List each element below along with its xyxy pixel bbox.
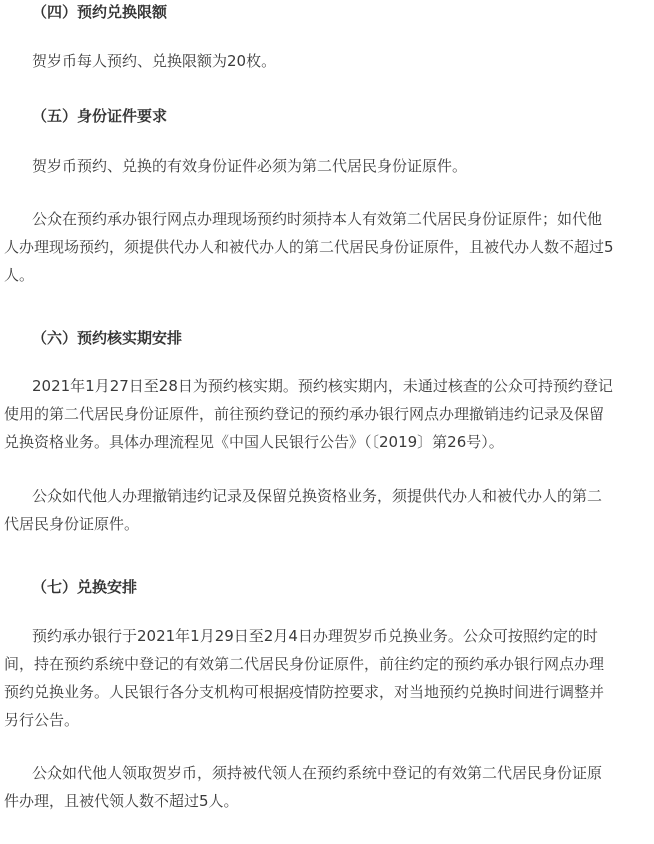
paragraph-line: 人办理现场预约，须提供代办人和被代办人的第二代居民身份证原件，且被代办人数不超过5 xyxy=(4,238,614,256)
section-heading-6: （六）预约核实期安排 xyxy=(32,329,183,347)
paragraph-line: 公众如代他人办理撤销违约记录及保留兑换资格业务，须提供代办人和被代办人的第二 xyxy=(32,487,603,505)
paragraph xyxy=(0,205,654,289)
section-heading-7: （七）兑换安排 xyxy=(32,578,138,596)
paragraph-line: 公众如代他人领取贺岁币，须持被代领人在预约系统中登记的有效第二代居民身份证原 xyxy=(32,764,603,782)
paragraph-line: 间，持在预约系统中登记的有效第二代居民身份证原件，前往约定的预约承办银行网点办理 xyxy=(4,655,605,673)
paragraph xyxy=(0,372,654,456)
paragraph-line: 人。 xyxy=(4,266,35,284)
paragraph-line: 预约承办银行于2021年1月29日至2月4日办理贺岁币兑换业务。公众可按照约定的时 xyxy=(32,627,598,645)
paragraph-line: 使用的第二代居民身份证原件，前往预约登记的预约承办银行网点办理撤销违约记录及保留 xyxy=(4,405,605,423)
paragraph-line: 贺岁币每人预约、兑换限额为20枚。 xyxy=(32,52,277,70)
paragraph-line: 2021年1月27日至28日为预约核实期。预约核实期内，未通过核查的公众可持预约登记 xyxy=(32,377,613,395)
paragraph-line: 预约兑换业务。人民银行各分支机构可根据疫情防控要求，对当地预约兑换时间进行调整并 xyxy=(4,683,605,701)
paragraph-line: 代居民身份证原件。 xyxy=(4,515,140,533)
paragraph xyxy=(0,622,654,734)
paragraph-line: 兑换资格业务。具体办理流程见《中国人民银行公告》（〔2019〕第26号）。 xyxy=(4,433,504,451)
paragraph-line: 另行公告。 xyxy=(4,711,80,729)
paragraph xyxy=(0,759,654,815)
paragraph xyxy=(0,482,654,538)
paragraph xyxy=(0,47,654,75)
paragraph xyxy=(0,152,654,180)
paragraph-line: 件办理，且被代领人数不超过5人。 xyxy=(4,792,239,810)
section-heading-4: （四）预约兑换限额 xyxy=(32,3,168,21)
paragraph-line: 公众在预约承办银行网点办理现场预约时须持本人有效第二代居民身份证原件；如代他 xyxy=(32,210,603,228)
paragraph-line: 贺岁币预约、兑换的有效身份证件必须为第二代居民身份证原件。 xyxy=(32,157,468,175)
section-heading-5: （五）身份证件要求 xyxy=(32,107,168,125)
